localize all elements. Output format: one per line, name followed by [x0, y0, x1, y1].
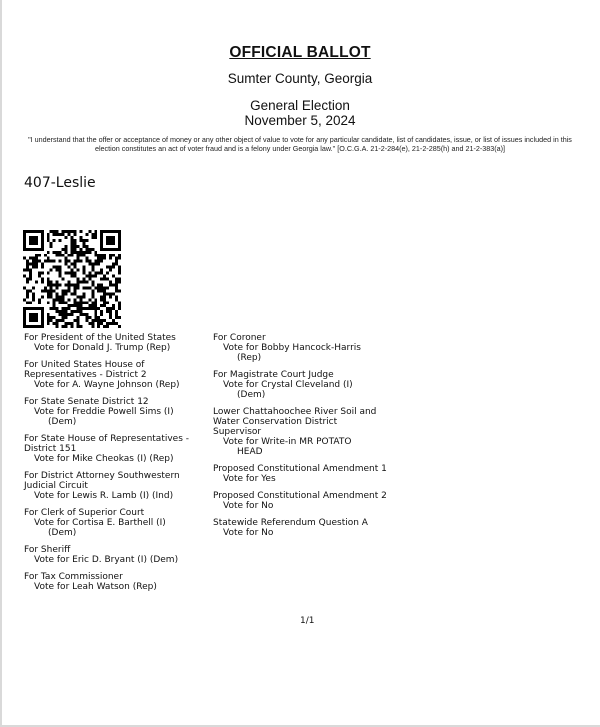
voter-fraud-notice: "I understand that the offer or acceptance of money or any other object of value to vote for any particular candidate, list of candidates, issue, or list of issues included in this election constitutes an act of voter fraud and is a felony under Georgia law." [O.C.G.A. 21-2-284(e), 21-2-285(h) and 21-2-383(a)]: [28, 135, 572, 153]
contest-selection: [24, 454, 202, 464]
selection-text: Vote for A. Wayne Johnson (Rep): [34, 380, 180, 390]
contest-selection: [24, 343, 202, 353]
selection-text: Vote for Cortisa E. Barthell (I): [34, 518, 166, 528]
contest-item: [213, 407, 388, 457]
election-type: General Election: [250, 98, 350, 113]
contest-item: [213, 370, 388, 400]
selection-text: Vote for No: [223, 501, 274, 511]
contest-item: [24, 508, 202, 538]
contest-selection: [24, 518, 202, 538]
selection-continuation: (Rep): [237, 353, 262, 363]
contest-item: [24, 360, 202, 390]
contest-office: For Magistrate Court Judge: [213, 370, 334, 380]
contest-office: For State House of Representatives - District 151: [24, 434, 190, 454]
selection-text: Vote for Yes: [223, 474, 276, 484]
contests-right-column: [213, 333, 388, 545]
contest-item: [213, 333, 388, 363]
county-name: Sumter County, Georgia: [227, 71, 373, 86]
contest-item: [24, 471, 202, 501]
selection-text: Vote for Crystal Cleveland (I): [223, 380, 353, 390]
contest-item: [213, 464, 388, 484]
precinct-label: 407-Leslie: [24, 175, 96, 191]
contest-selection: [213, 437, 388, 457]
contest-office: For United States House of Representatives - District 2: [24, 360, 147, 380]
election-heading: [0, 98, 600, 128]
selection-continuation: (Dem): [48, 417, 77, 427]
contest-selection: [213, 380, 388, 400]
contest-office: For State Senate District 12: [24, 397, 149, 407]
contest-item: [213, 518, 388, 538]
selection-text: Vote for Write-in MR POTATO: [223, 437, 352, 447]
contest-office: Proposed Constitutional Amendment 1: [213, 464, 387, 474]
contest-office: Statewide Referendum Question A: [213, 518, 368, 528]
contest-item: [24, 572, 202, 592]
selection-text: Vote for Mike Cheokas (I) (Rep): [34, 454, 174, 464]
selection-continuation: (Dem): [237, 390, 266, 400]
contest-selection: [24, 582, 202, 592]
selection-continuation: HEAD: [237, 447, 263, 457]
contest-office: Proposed Constitutional Amendment 2: [213, 491, 387, 501]
contest-office: For District Attorney Southwestern Judicial Circuit: [24, 471, 180, 491]
selection-text: Vote for No: [223, 528, 274, 538]
election-date: November 5, 2024: [244, 113, 356, 128]
selection-text: Vote for Bobby Hancock-Harris: [223, 343, 361, 353]
page-number: 1/1: [300, 616, 315, 626]
selection-text: Vote for Lewis R. Lamb (I) (Ind): [34, 491, 174, 501]
ballot-title: OFFICIAL BALLOT: [229, 44, 371, 61]
contest-item: [24, 397, 202, 427]
contest-item: [24, 434, 202, 464]
contest-office: For Coroner: [213, 333, 266, 343]
selection-text: Vote for Donald J. Trump (Rep): [34, 343, 171, 353]
contest-office: Lower Chattahoochee River Soil and Water Conservation District Supervisor: [213, 407, 377, 437]
selection-text: Vote for Freddie Powell Sims (I): [34, 407, 174, 417]
qr-code-icon: [23, 230, 121, 328]
contest-selection: [213, 474, 388, 484]
contest-item: [24, 333, 202, 353]
contest-selection: [24, 380, 202, 390]
contest-selection: [24, 555, 202, 565]
contest-item: [213, 491, 388, 511]
contest-selection: [213, 343, 388, 363]
contest-office: For Clerk of Superior Court: [24, 508, 145, 518]
contest-selection: [24, 407, 202, 427]
selection-continuation: (Dem): [48, 528, 77, 538]
contest-selection: [213, 528, 388, 538]
selection-text: Vote for Leah Watson (Rep): [34, 582, 157, 592]
contest-office: For Sheriff: [24, 545, 71, 555]
selection-text: Vote for Eric D. Bryant (I) (Dem): [34, 555, 179, 565]
contest-selection: [24, 491, 202, 501]
contest-item: [24, 545, 202, 565]
contest-selection: [213, 501, 388, 511]
contests-left-column: [24, 333, 202, 599]
contest-office: For Tax Commissioner: [24, 572, 123, 582]
contest-office: For President of the United States: [24, 333, 176, 343]
